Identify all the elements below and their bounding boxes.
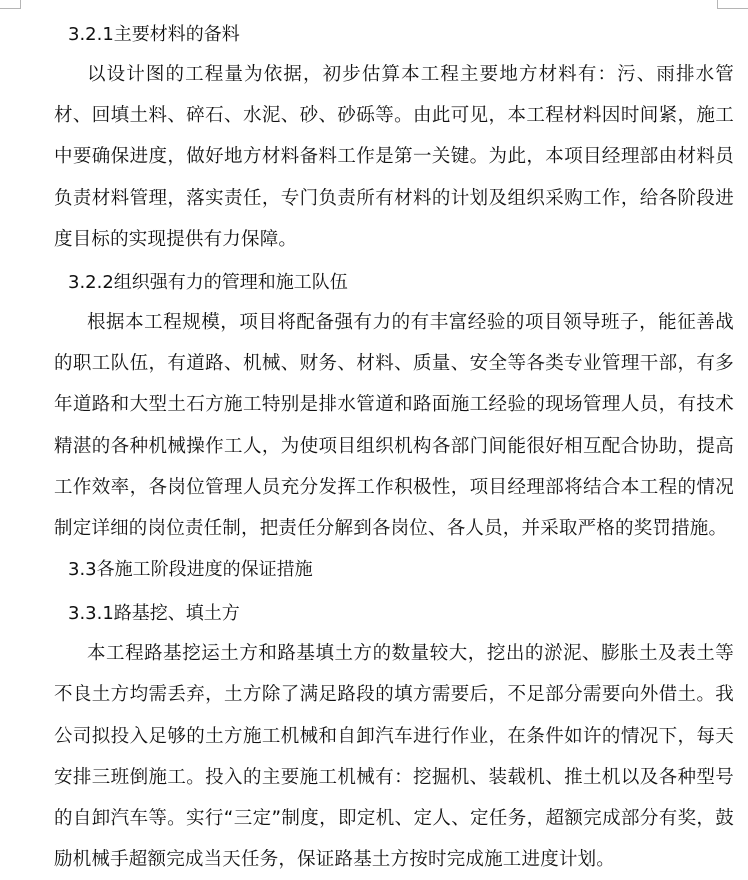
section-paragraph-3-2-1: 以设计图的工程量为依据，初步估算本工程主要地方材料有：污、雨排水管材、回填土料、碎石、水泥、砂、砂砾等。由此可见，本工程材料因时间紧，施工中要确保进度，做好地方材料备料工作是第一关键。为此，本项目经理部由材料员负责材料管理，落实责任，专门负责所有材料的计划及组织采购工作，给各阶段进度目标的实现提供有力保障。 xyxy=(54,64,734,250)
section-paragraph-3-2-2: 根据本工程规模，项目将配备强有力的有丰富经验的项目领导班子，能征善战的职工队伍，有道路、机械、财务、材料、质量、安全等各类专业管理干部，有多年道路和大型土石方施工特别是排水管道和路面施工经验的现场管理人员，有技术精湛的各种机械操作工人，为使项目组织机构各部门间能很好相互配合协助，提高工作效率，各岗位管理人员充分发挥工作积极性，项目经理部将结合本工程的情况制定详细的岗位责任制，把责任分解到各岗位、各人员，并采取严格的奖罚措施。 xyxy=(54,312,734,540)
section-heading-3-3-1: 3.3.1路基挖、填土方 xyxy=(68,603,240,625)
section-paragraph-3-3-1: 本工程路基挖运土方和路基填土方的数量较大，挖出的淤泥、膨胀土及表土等不良土方均需丢弃，土方除了满足路段的填方需要后，不足部分需要向外借土。我公司拟投入足够的土方施工机械和自卸汽车进行作业，在条件如许的情况下，每天安排三班倒施工。投入的主要施工机械有：挖掘机、装载机、推土机以及各种型号的自卸汽车等。实行“三定”制度，即定机、定人、定任务，超额完成部分有奖，鼓励机械手超额完成当天任务，保证路基土方按时完成施工进度计划。 xyxy=(54,643,734,871)
page-corner-mark-left xyxy=(0,0,21,9)
document-page xyxy=(54,16,734,880)
section-heading-3-3: 3.3各施工阶段进度的保证措施 xyxy=(68,559,313,581)
page-corner-mark-right xyxy=(717,0,748,9)
section-heading-3-2-1: 3.2.1主要材料的备料 xyxy=(68,24,240,45)
section-heading-3-2-2: 3.2.2组织强有力的管理和施工队伍 xyxy=(68,272,348,294)
